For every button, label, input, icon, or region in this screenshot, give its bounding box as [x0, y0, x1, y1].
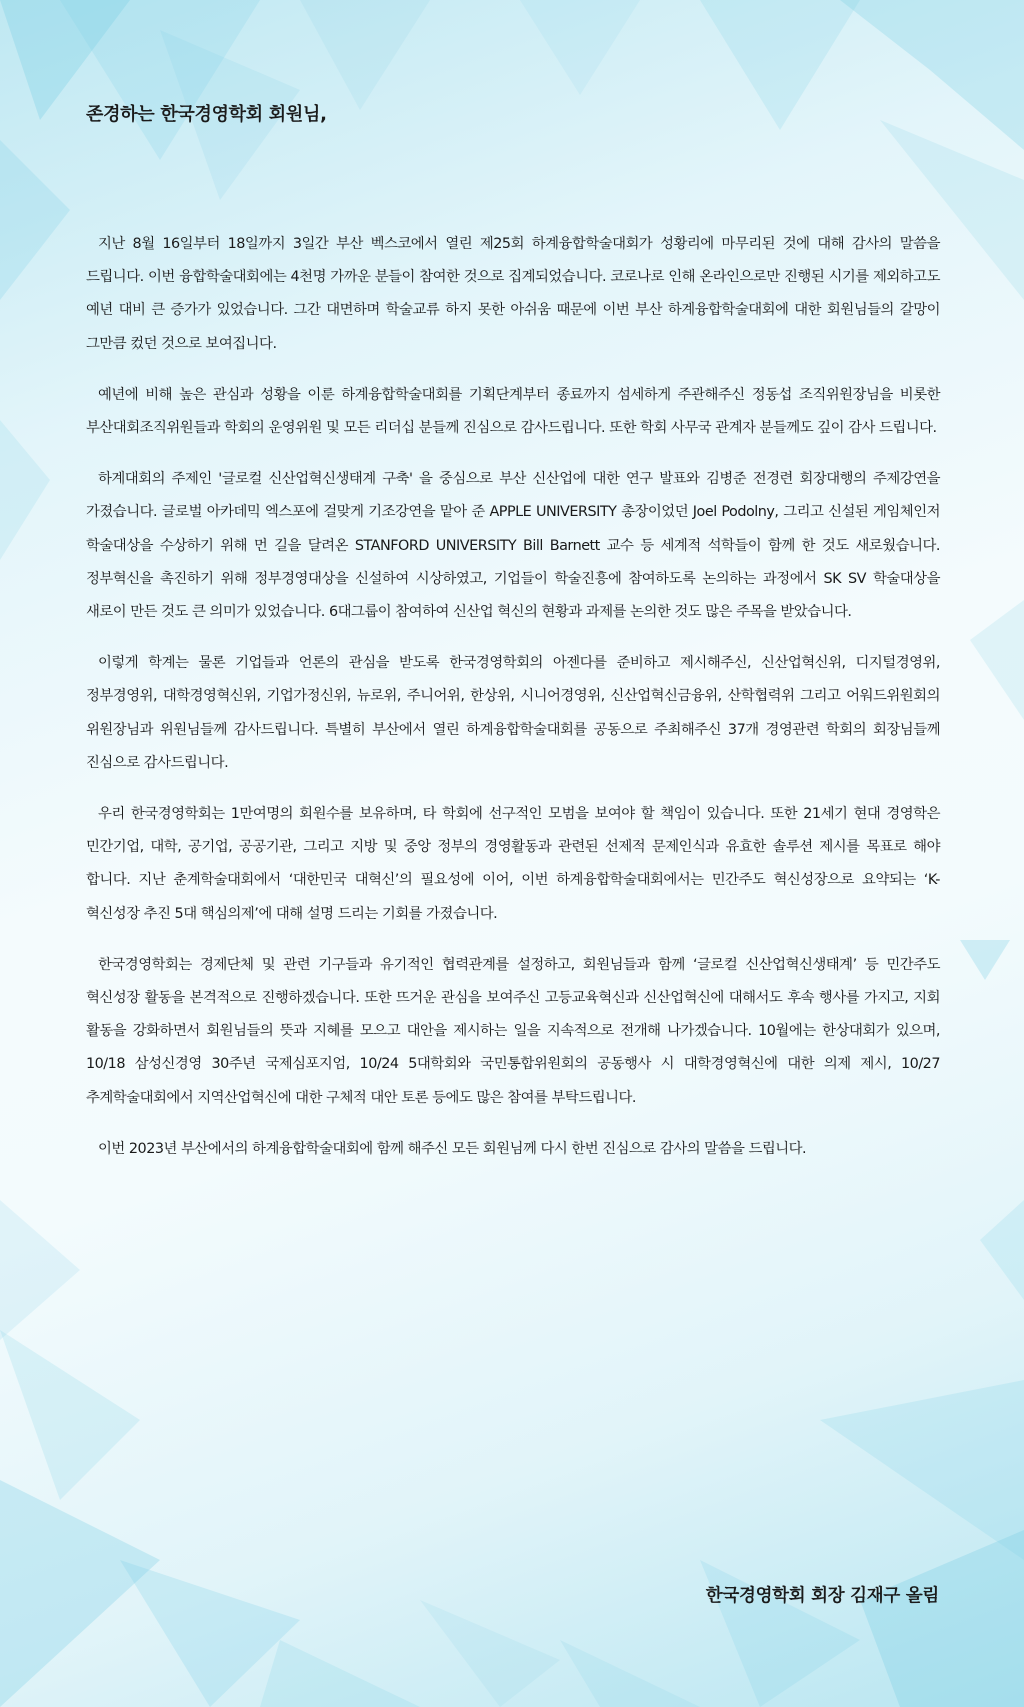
paragraph-society-mission: 우리 한국경영학회는 1만여명의 회원수를 보유하며, 타 학회에 선구적인 모범을 보여야 할 책임이 있습니다. 또한 21세기 현대 경영학은 민간기업, 대학, 공기업, 공공기관, 그리고 지방 및 중앙 정부의 경영활동과 관련된 선제적 문제인식과 유효한 솔루션 제시를 목표로 해야 합니다. 지난 춘계학술대회에서 ‘대한민국 대혁신’의 필요성에 이어, 이번 하계융합학술대회에서는 민간주도 혁신성장으로 요약되는 ‘K-혁신성장 추진 5대 핵심의제’에 대해 설명 드리는 기회를 가졌습니다.	[86, 806, 940, 922]
letter-body	[86, 228, 940, 1184]
signature: 한국경영학회 회장 김재구 올림	[705, 1586, 939, 1606]
paragraph-conference-theme: 하계대회의 주제인 '글로컬 신산업혁신생태계 구축' 을 중심으로 부산 신산업에 대한 연구 발표와 김병준 전경련 회장대행의 주제강연을 가졌습니다. 글로벌 아카데믹 엑스포에 걸맞게 기조강연을 맡아 준 APPLE UNIVERSITY 총장이었던 Joel Podolny, 그리고 신설된 게임체인저 학술대상을 수상하기 위해 먼 길을 달려온 STANFORD UNIVERSITY Bill Barnett 교수 등 세계적 석학들이 함께 한 것도 새로웠습니다. 정부혁신을 촉진하기 위해 정부경영대상을 신설하여 시상하였고, 기업들이 학술진흥에 참여하도록 논의하는 과정에서 SK SV 학술대상을 새로이 만든 것도 큰 의미가 있었습니다. 6대그룹이 참여하여 신산업 혁신의 현황과 과제를 논의한 것도 많은 주목을 받았습니다.	[86, 471, 940, 621]
salutation: 존경하는 한국경영학회 회원님,	[86, 104, 327, 125]
paragraph-closing-thanks: 이번 2023년 부산에서의 하계융합학술대회에 함께 해주신 모든 회원님께 다시 한번 진심으로 감사의 말씀을 드립니다.	[98, 1140, 807, 1157]
paragraph-event-thanks: 지난 8월 16일부터 18일까지 3일간 부산 벡스코에서 열린 제25회 하계융합학술대회가 성황리에 마무리된 것에 대해 감사의 말씀을 드립니다. 이번 융합학술대회에는 4천명 가까운 분들이 참여한 것으로 집계되었습니다. 코로나로 인해 온라인으로만 진행된 시기를 제외하고도 예년 대비 큰 증가가 있었습니다. 그간 대면하며 학술교류 하지 못한 아쉬움 때문에 이번 부산 하계융합학술대회에 대한 회원님들의 갈망이 그만큼 컸던 것으로 보여집니다.	[86, 236, 940, 352]
paragraph-committee-thanks: 이렇게 학계는 물론 기업들과 언론의 관심을 받도록 한국경영학회의 아젠다를 준비하고 제시해주신, 신산업혁신위, 디지털경영위, 정부경영위, 대학경영혁신위, 기업가정신위, 뉴로위, 주니어위, 한상위, 시니어경영위, 신산업혁신금융위, 산학협력위 그리고 어워드위원회의 위원장님과 위원님들께 감사드립니다. 특별히 부산에서 열린 하계융합학술대회를 공동으로 주최해주신 37개 경영관련 학회의 회장님들께 진심으로 감사드립니다.	[86, 655, 940, 771]
paragraph-future-plans: 한국경영학회는 경제단체 및 관련 기구들과 유기적인 협력관계를 설정하고, 회원님들과 함께 ‘글로컬 신산업혁신생태계’ 등 민간주도 혁신성장 활동을 본격적으로 진행하겠습니다. 또한 뜨거운 관심을 보여주신 고등교육혁신과 신산업혁신에 대해서도 후속 행사를 가지고, 지회 활동을 강화하면서 회원님들의 뜻과 지혜를 모으고 대안을 제시하는 일을 지속적으로 전개해 나가겠습니다. 10월에는 한상대회가 있으며, 10/18 삼성신경영 30주년 국제심포지엄, 10/24 5대학회와 국민통합위원회의 공동행사 시 대학경영혁신에 대한 의제 제시, 10/27 추계학술대회에서 지역산업혁신에 대한 구체적 대안 토론 등에도 많은 참여를 부탁드립니다.	[86, 956, 940, 1106]
paragraph-organizer-thanks: 예년에 비해 높은 관심과 성황을 이룬 하계융합학술대회를 기획단계부터 종료까지 섬세하게 주관해주신 정동섭 조직위원장님을 비롯한 부산대회조직위원들과 학회의 운영위원 및 모든 리더십 분들께 진심으로 감사드립니다. 또한 학회 사무국 관계자 분들께도 깊이 감사 드립니다.	[86, 386, 940, 437]
